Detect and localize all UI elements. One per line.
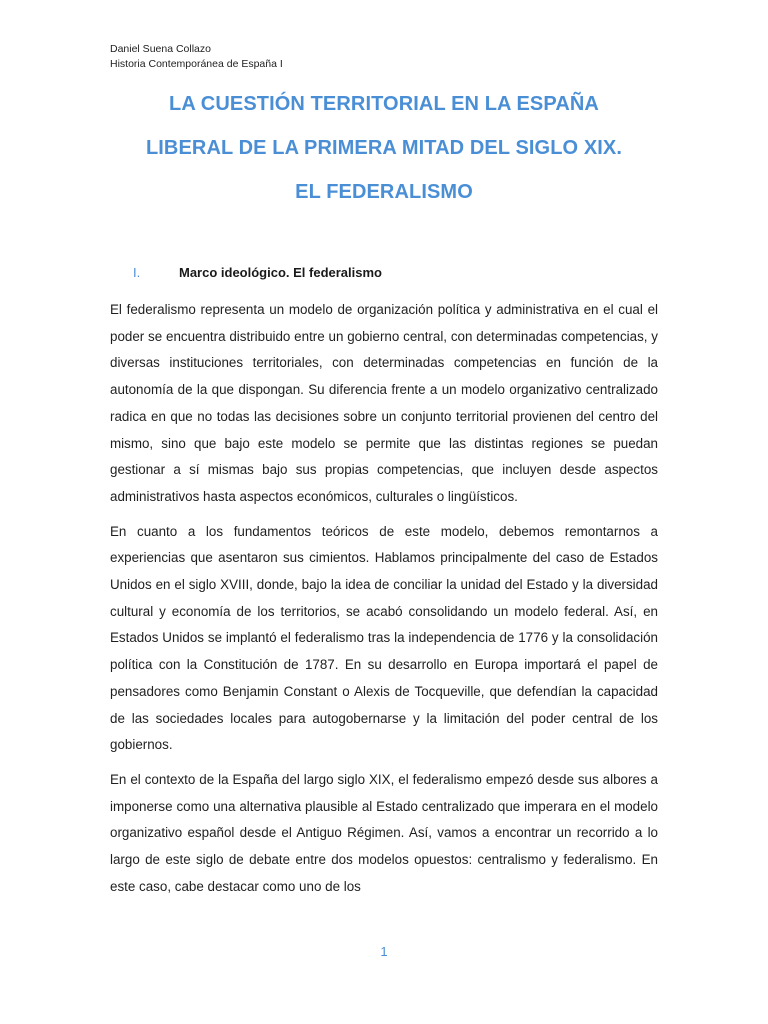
paragraph-3: En el contexto de la España del largo siglo XIX, el federalismo empezó desde sus albores a imponerse como una alternativa plausible al Estado centralizado que imperara en el modelo organizativo español desde el Antiguo Régimen. Así, vamos a encontrar un recorrido a lo largo de este siglo de debate entre dos modelos opuestos: centralismo y federalismo. En este caso, cabe destacar como uno de los: [110, 771, 658, 894]
paragraph-1: El federalismo representa un modelo de organización política y administrativa en el cual el poder se encuentra distribuido entre un gobierno central, con determinadas competencias, y diversas instituciones territoriales, con determinadas competencias en función de la autonomía de la que dispongan. Su diferencia frente a un modelo organizativo centralizado radica en que no todas las decisiones sobre un conjunto territorial provienen del centro del mismo, sino que bajo este modelo se permite que las distintas regiones se puedan gestionar a sí mismas bajo sus propias competencias, que incluyen desde aspectos administrativos hasta aspectos económicos, culturales o lingüísticos.: [110, 302, 658, 504]
paragraph-2: En cuanto a los fundamentos teóricos de este modelo, debemos remontarnos a experiencias que asentaron sus cimientos. Hablamos principalmente del caso de Estados Unidos en el siglo XVIII, donde, bajo la idea de conciliar la unidad del Estado y la diversidad cultural y economía de los territorios, se acabó consolidando un modelo federal. Así, en Estados Unidos se implantó el federalismo tras la independencia de 1776 y la consolidación política con la Constitución de 1787. En su desarrollo en Europa importará el papel de pensadores como Benjamin Constant o Alexis de Tocqueville, que defendían la capacidad de las sociedades locales para autogobernarse y la limitación del poder central de los gobiernos.: [110, 523, 658, 753]
section-title: Marco ideológico. El federalismo: [179, 265, 382, 280]
document-header: [110, 42, 283, 71]
page-number: 1: [380, 944, 388, 959]
title-line-2: LIBERAL DE LA PRIMERA MITAD DEL SIGLO XIX.: [145, 137, 623, 159]
body-text: [110, 297, 658, 908]
author-name: Daniel Suena Collazo: [110, 43, 211, 55]
title-line-3: EL FEDERALISMO: [295, 181, 473, 203]
title-line-1: LA CUESTIÓN TERRITORIAL EN LA ESPAÑA: [169, 93, 599, 115]
section-number: I.: [133, 265, 141, 280]
section-heading: [133, 264, 382, 282]
document-title: [100, 82, 668, 214]
course-name: Historia Contemporánea de España I: [110, 57, 283, 70]
